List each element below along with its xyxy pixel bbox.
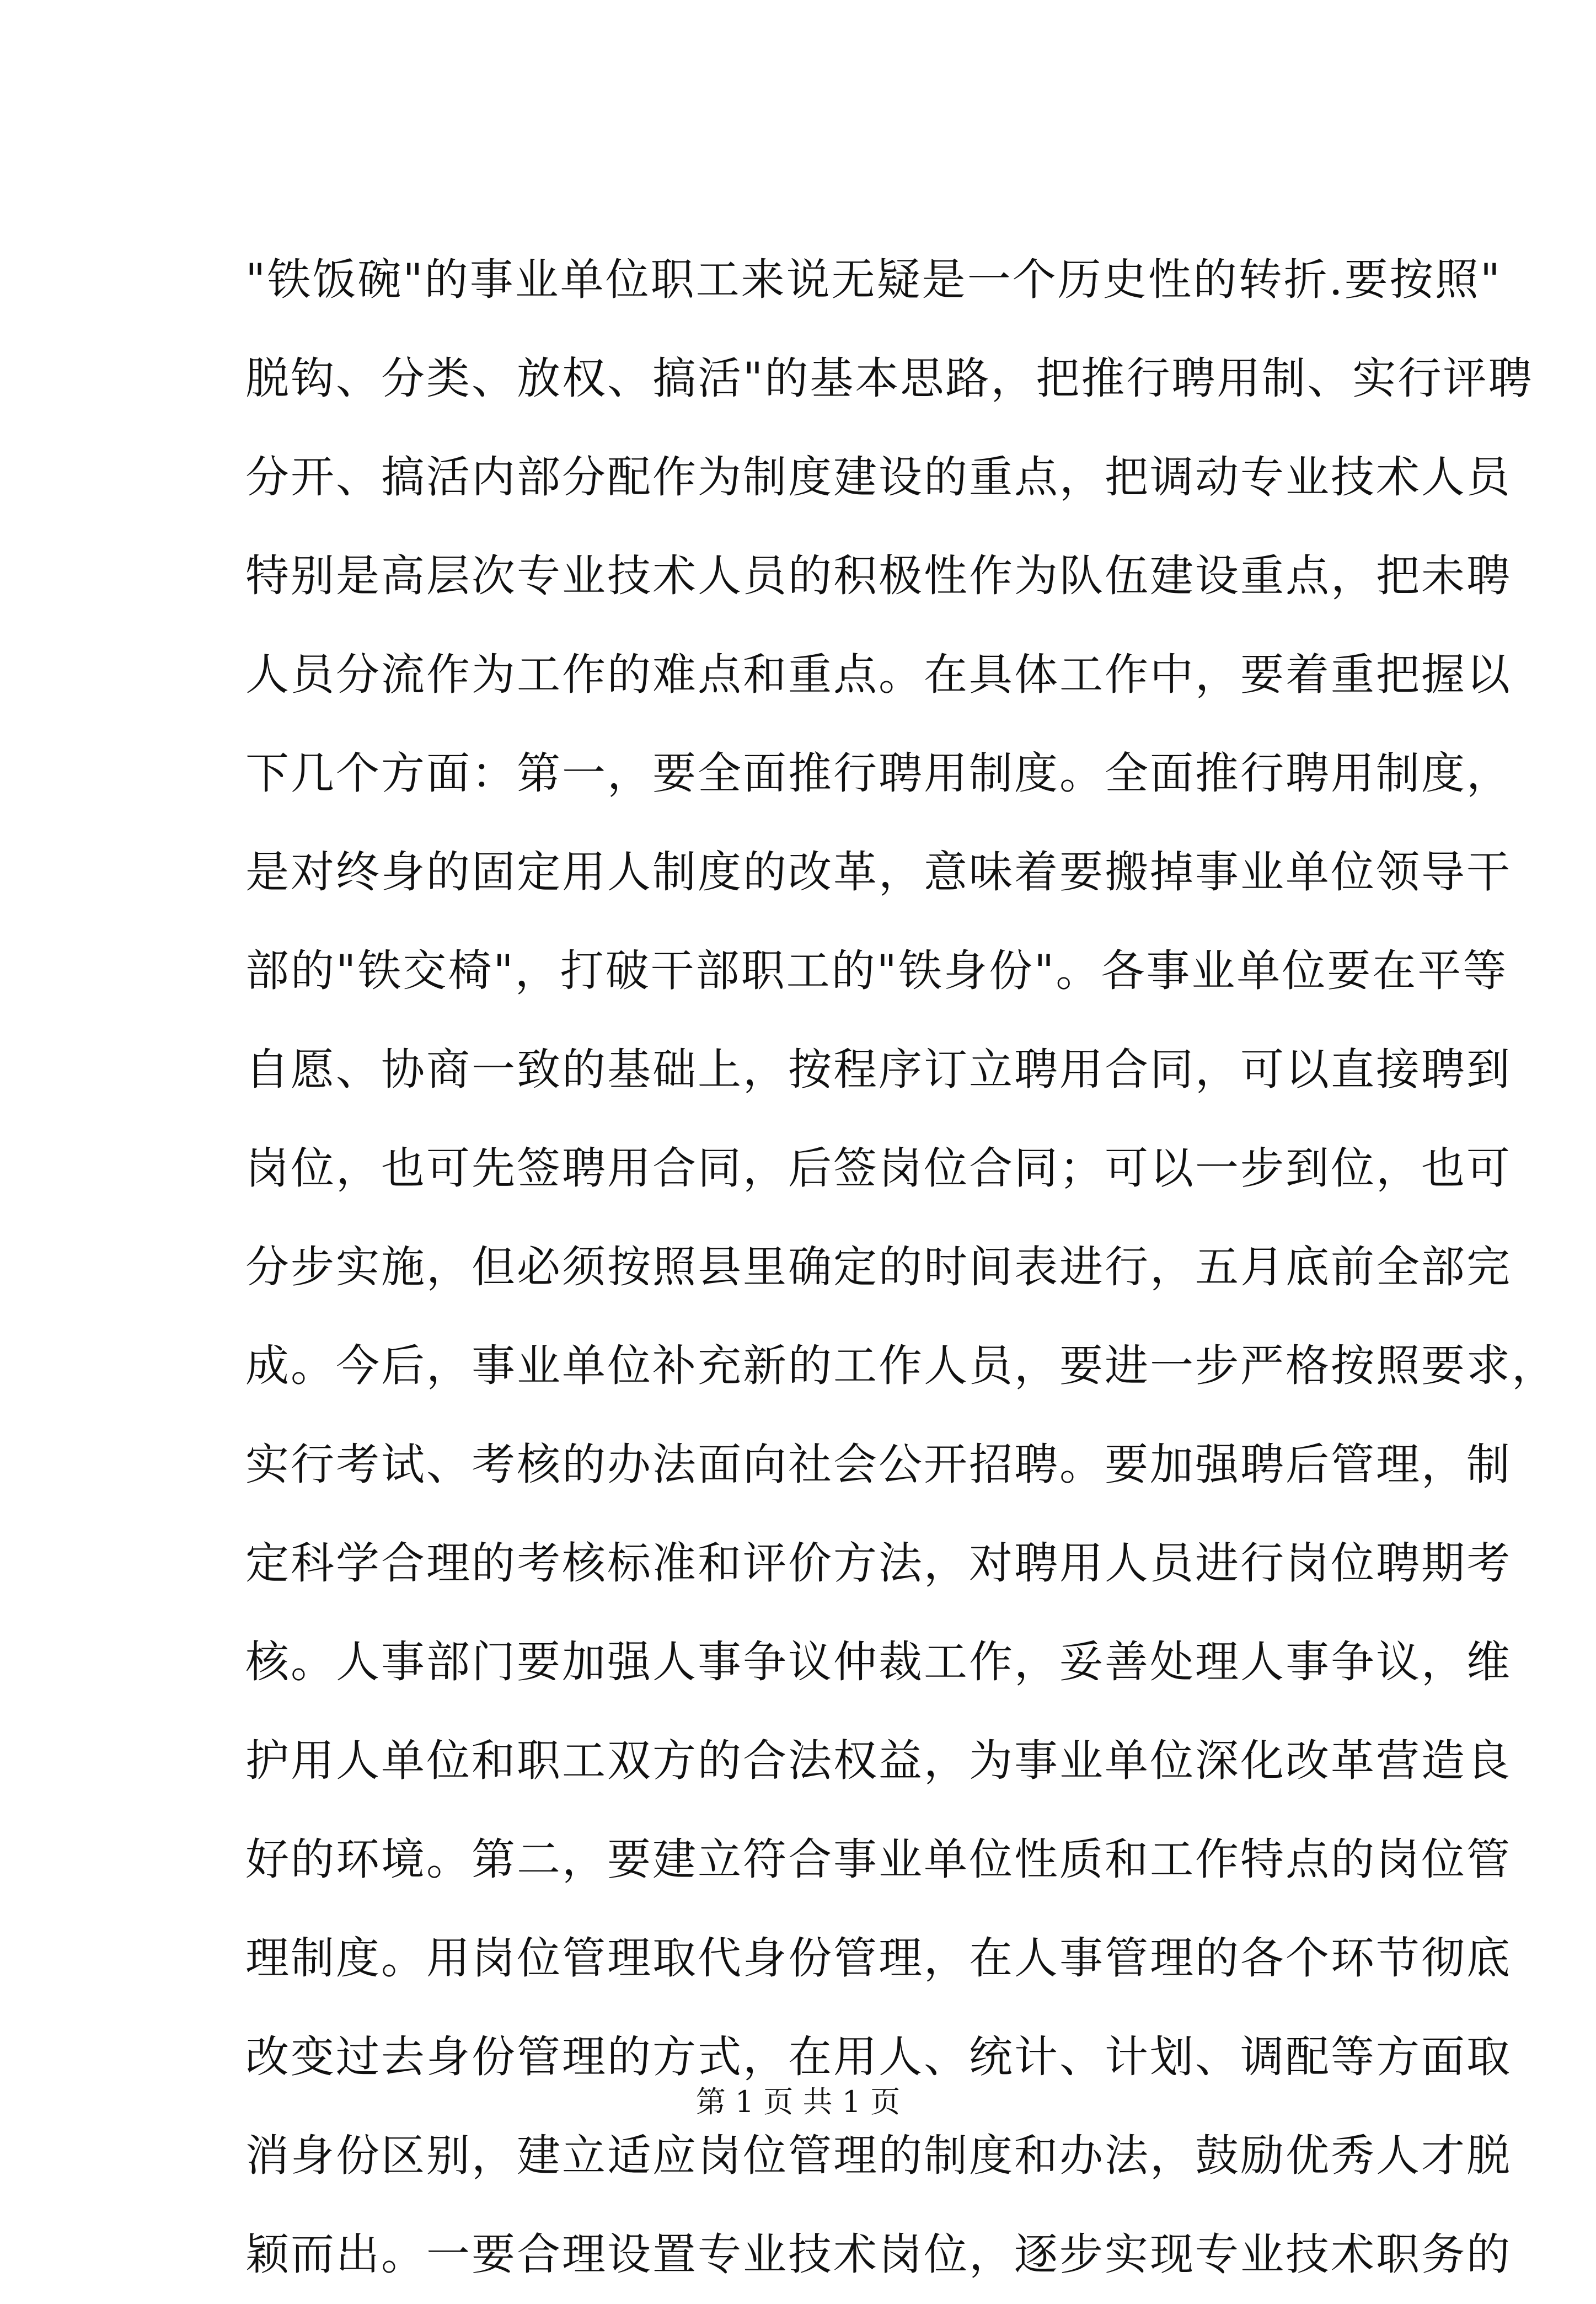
- text-line-2: 脱钩、分类、放权、搞活"的基本思路，把推行聘用制、实行评聘: [245, 353, 1534, 404]
- text-line-3: 分开、搞活内部分配作为制度建设的重点，把调动专业技术人员: [245, 452, 1512, 503]
- text-line-11: 分步实施，但必须按照县里确定的时间表进行，五月底前全部完: [245, 1242, 1512, 1292]
- text-line-10: 岗位，也可先签聘用合同，后签岗位合同；可以一步到位，也可: [245, 1143, 1512, 1194]
- text-line-14: 定科学合理的考核标准和评价方法，对聘用人员进行岗位聘期考: [245, 1538, 1512, 1589]
- text-line-5: 人员分流作为工作的难点和重点。在具体工作中，要着重把握以: [245, 649, 1512, 700]
- text-line-16: 护用人单位和职工双方的合法权益，为事业单位深化改革营造良: [245, 1735, 1512, 1786]
- text-line-20: 消身份区别，建立适应岗位管理的制度和办法，鼓励优秀人才脱: [245, 2130, 1512, 2181]
- text-line-7: 是对终身的固定用人制度的改革，意味着要搬掉事业单位领导干: [245, 847, 1512, 897]
- text-line-8: 部的"铁交椅"，打破干部职工的"铁身份"。各事业单位要在平等: [245, 945, 1508, 996]
- text-line-21: 颖而出。一要合理设置专业技术岗位，逐步实现专业技术职务的: [245, 2229, 1512, 2280]
- text-line-1: "铁饭碗"的事业单位职工来说无疑是一个历史性的转折.要按照": [245, 254, 1502, 305]
- text-line-12: 成。今后，事业单位补充新的工作人员，要进一步严格按照要求，: [245, 1340, 1557, 1391]
- text-line-15: 核。人事部门要加强人事争议仲裁工作，妥善处理人事争议，维: [245, 1637, 1512, 1687]
- text-line-13: 实行考试、考核的办法面向社会公开招聘。要加强聘后管理，制: [245, 1439, 1512, 1490]
- text-line-18: 理制度。用岗位管理取代身份管理，在人事管理的各个环节彻底: [245, 1933, 1512, 1984]
- text-line-17: 好的环境。第二，要建立符合事业单位性质和工作特点的岗位管: [245, 1834, 1512, 1885]
- text-line-4: 特别是高层次专业技术人员的积极性作为队伍建设重点，把未聘: [245, 550, 1512, 601]
- text-line-6: 下几个方面：第一，要全面推行聘用制度。全面推行聘用制度，: [245, 748, 1512, 799]
- text-line-9: 自愿、协商一致的基础上，按程序订立聘用合同，可以直接聘到: [245, 1044, 1512, 1095]
- text-line-19: 改变过去身份管理的方式，在用人、统计、计划、调配等方面取: [245, 2032, 1512, 2082]
- body-text: [245, 231, 1557, 2304]
- page-footer: 第 1 页 共 1 页: [695, 2084, 901, 2119]
